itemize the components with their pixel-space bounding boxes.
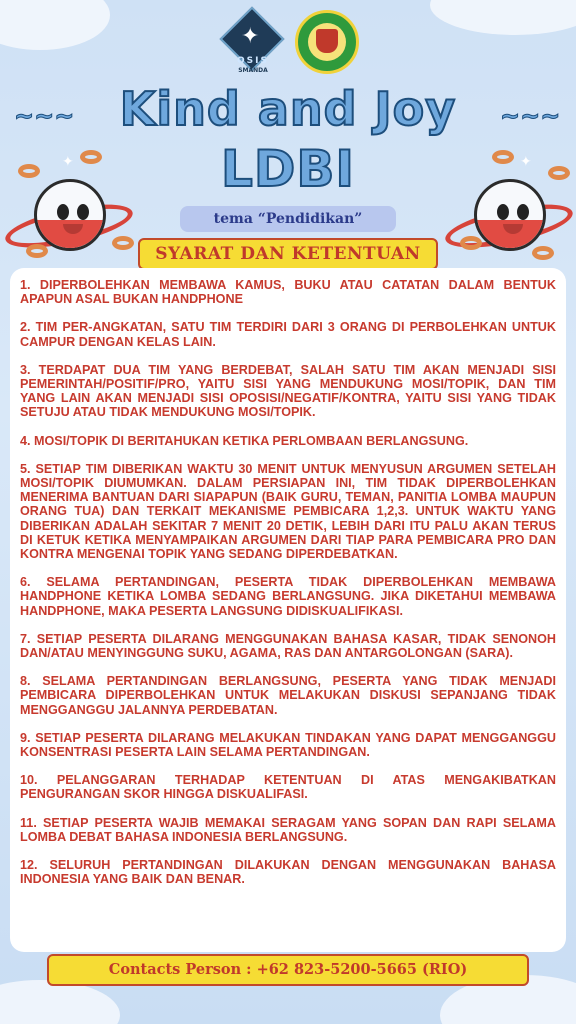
rule-item: 12. SELURUH PERTANDINGAN DILAKUKAN DENGAN MENGGUNAKAN BAHASA INDONESIA YANG BAIK DAN BENAR. — [20, 858, 556, 887]
page-subtitle: LDBI — [220, 140, 356, 198]
rule-item: 6. SELAMA PERTANDINGAN, PESERTA TIDAK DIPERBOLEHKAN MEMBAWA HANDPHONE KETIKA LOMBA SEDANG BERLANGSUNG. JIKA DIKETAHUI MEMBAWA HANDPHONE, MAKA PESERTA LANGSUNG DIDISKUALIFIKASI. — [20, 575, 556, 618]
rule-item: 10. PELANGGARAN TERHADAP KETENTUAN DI ATAS MENGAKIBATKAN PENGURANGAN SKOR HINGGA DISKUALIFASI. — [20, 773, 556, 802]
donut-icon — [112, 236, 134, 250]
theme-badge: tema “Pendidikan” — [180, 206, 396, 232]
rule-item: 8. SELAMA PERTANDINGAN BERLANGSUNG, PESERTA YANG TIDAK MENJADI PEMBICARA DIPERBOLEHKAN UNTUK MELAKUKAN DISKUSI SEPANJANG TIDAK MENGGANGGU JALANNYA PERDEBATAN. — [20, 674, 556, 717]
logo-row — [0, 10, 576, 80]
school-emblem-icon — [295, 10, 359, 74]
rule-item: 5. SETIAP TIM DIBERIKAN WAKTU 30 MENIT UNTUK MENYUSUN ARGUMEN SETELAH MOSI/TOPIK DIUMUMKAN. DALAM PERSIAPAN INI, TIM TIDAK DIPERBOLEHKAN MENERIMA BANTUAN DARI SIAPAPUN (BAIK GURU, TEMAN, PANITIA LOMBA MAUPUN ORANG TUA) DAN TERKAIT MEKANISME PEMBICARA 1,2,3. UNTUK WAKTU YANG DIBERIKAN ADALAH SEKITAR 7 MENIT 20 DETIK, LEBIH DARI ITU PALU AKAN TERUS DI KETUK KETIKA MENYAMPAIKAN ARGUMEN DARI TIAP PARA PEMBICARA PRO DAN KONTRA MENGENAI TOPIK YANG SEDANG DIPERDEBATKAN. — [20, 461, 556, 562]
donut-icon — [492, 150, 514, 164]
mascot-left-icon — [14, 165, 124, 275]
donut-icon — [80, 150, 102, 164]
cloud-decoration — [0, 980, 120, 1024]
osis-logo-icon: ✦ OSIS SMANDA — [217, 10, 289, 76]
rule-item: 7. SETIAP PESERTA DILARANG MENGGUNAKAN BAHASA KASAR, TIDAK SENONOH DAN/ATAU MENYINGGUNG SUKU, AGAMA, RAS DAN ANTARGOLONGAN (SARA). — [20, 631, 556, 661]
sparkle-icon: ✦ — [520, 154, 532, 170]
donut-icon — [26, 244, 48, 258]
section-title-banner: SYARAT DAN KETENTUAN — [138, 238, 438, 270]
donut-icon — [460, 236, 482, 250]
sparkle-icon: ✦ — [62, 154, 74, 170]
rule-item: 9. SETIAP PESERTA DILARANG MELAKUKAN TINDAKAN YANG DAPAT MENGGANGGU KONSENTRASI PESERTA LAIN SELAMA PERTANDINGAN. — [20, 730, 556, 760]
squiggle-right: ~~~ — [500, 102, 561, 130]
rule-item: 2. TIM PER-ANGKATAN, SATU TIM TERDIRI DARI 3 ORANG DI PERBOLEHKAN UNTUK CAMPUR DENGAN KELAS LAIN. — [20, 320, 556, 349]
donut-icon — [548, 166, 570, 180]
donut-icon — [18, 164, 40, 178]
rules-card — [10, 268, 566, 952]
donut-icon — [532, 246, 554, 260]
rule-item: 4. MOSI/TOPIK DI BERITAHUKAN KETIKA PERLOMBAAN BERLANGSUNG. — [20, 433, 469, 448]
rule-item: 3. TERDAPAT DUA TIM YANG BERDEBAT, SALAH SATU TIM AKAN MENJADI SISI PEMERINTAH/POSITIF/PRO, YAITU SISI YANG MENDUKUNG MOSI/TOPIK, DAN TIM YANG LAIN AKAN MENJADI SISI OPOSISI/NEGATIF/KONTRA, YAITU SISI YANG TIDAK SETUJU ATAU TIDAK MENDUKUNG MOSI/TOPIK. — [20, 362, 556, 420]
rule-item: 1. DIPERBOLEHKAN MEMBAWA KAMUS, BUKU ATAU CATATAN DALAM BENTUK APAPUN ASAL BUKAN HANDPHONE — [20, 278, 556, 307]
page-title: Kind and Joy — [119, 82, 457, 136]
contact-person-banner: Contacts Person : +62 823-5200-5665 (RIO) — [47, 954, 529, 986]
rule-item: 11. SETIAP PESERTA WAJIB MEMAKAI SERAGAM YANG SOPAN DAN RAPI SELAMA LOMBA DEBAT BAHASA INDONESIA BERLANGSUNG. — [20, 815, 556, 844]
squiggle-left: ~~~ — [14, 102, 75, 130]
